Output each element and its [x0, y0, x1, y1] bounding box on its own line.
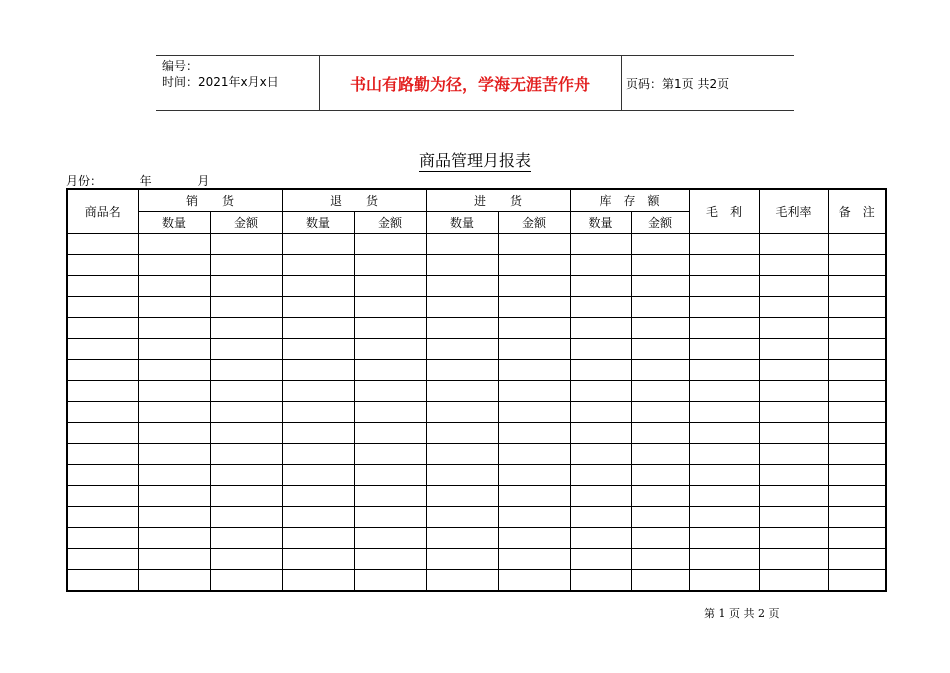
header-page-info: 页码：第1页 共2页: [626, 76, 730, 91]
table-cell[interactable]: [67, 381, 138, 402]
table-cell[interactable]: [210, 381, 282, 402]
table-row: [67, 276, 886, 297]
table-cell[interactable]: [354, 381, 426, 402]
table-cell[interactable]: [282, 528, 354, 549]
table-cell[interactable]: [759, 528, 828, 549]
table-row: [67, 570, 886, 592]
table-cell[interactable]: [570, 339, 631, 360]
table-cell[interactable]: [354, 486, 426, 507]
table-cell[interactable]: [210, 297, 282, 318]
table-row: [67, 402, 886, 423]
table-cell[interactable]: [689, 528, 759, 549]
table-cell[interactable]: [631, 255, 689, 276]
table-cell[interactable]: [67, 402, 138, 423]
table-cell[interactable]: [138, 507, 210, 528]
table-cell[interactable]: [426, 507, 498, 528]
table-cell[interactable]: [354, 297, 426, 318]
table-cell[interactable]: [631, 570, 689, 592]
purchase-amount-header: 金额: [498, 212, 570, 234]
monthly-report-table: [66, 188, 887, 592]
table-cell[interactable]: [631, 507, 689, 528]
table-cell[interactable]: [426, 318, 498, 339]
stock-qty-header: 数量: [570, 212, 631, 234]
table-cell[interactable]: [689, 276, 759, 297]
table-cell[interactable]: [570, 360, 631, 381]
table-cell[interactable]: [354, 549, 426, 570]
table-cell[interactable]: [210, 570, 282, 592]
table-cell[interactable]: [570, 465, 631, 486]
table-cell[interactable]: [282, 549, 354, 570]
table-cell[interactable]: [759, 276, 828, 297]
table-cell[interactable]: [631, 549, 689, 570]
table-cell[interactable]: [67, 276, 138, 297]
header-motto: 书山有路勤为径，学海无涯苦作舟: [349, 74, 590, 94]
table-row: [67, 234, 886, 255]
table-cell[interactable]: [828, 318, 886, 339]
table-cell[interactable]: [498, 318, 570, 339]
table-cell[interactable]: [759, 423, 828, 444]
table-cell[interactable]: [210, 234, 282, 255]
table-cell[interactable]: [426, 528, 498, 549]
table-cell[interactable]: [354, 423, 426, 444]
table-cell[interactable]: [570, 444, 631, 465]
table-cell[interactable]: [210, 444, 282, 465]
table-cell[interactable]: [426, 339, 498, 360]
table-cell[interactable]: [426, 423, 498, 444]
table-cell[interactable]: [498, 528, 570, 549]
table-cell[interactable]: [631, 234, 689, 255]
table-cell[interactable]: [67, 549, 138, 570]
table-cell[interactable]: [282, 255, 354, 276]
table-cell[interactable]: [67, 318, 138, 339]
table-cell[interactable]: [354, 507, 426, 528]
table-cell[interactable]: [498, 360, 570, 381]
table-cell[interactable]: [138, 465, 210, 486]
table-cell[interactable]: [631, 465, 689, 486]
table-cell[interactable]: [631, 486, 689, 507]
table-cell[interactable]: [498, 339, 570, 360]
table-cell[interactable]: [828, 381, 886, 402]
table-cell[interactable]: [67, 444, 138, 465]
table-cell[interactable]: [631, 318, 689, 339]
table-cell[interactable]: [828, 360, 886, 381]
table-cell[interactable]: [210, 276, 282, 297]
table-cell[interactable]: [67, 465, 138, 486]
table-cell[interactable]: [689, 339, 759, 360]
table-cell[interactable]: [210, 486, 282, 507]
table-cell[interactable]: [282, 276, 354, 297]
table-cell[interactable]: [282, 339, 354, 360]
table-cell[interactable]: [67, 507, 138, 528]
table-cell[interactable]: [138, 423, 210, 444]
table-cell[interactable]: [138, 255, 210, 276]
table-cell[interactable]: [282, 297, 354, 318]
table-cell[interactable]: [570, 507, 631, 528]
table-cell[interactable]: [426, 381, 498, 402]
table-cell[interactable]: [828, 297, 886, 318]
table-cell[interactable]: [759, 297, 828, 318]
table-cell[interactable]: [426, 276, 498, 297]
header-sales: 销 货: [138, 189, 282, 212]
header-product-name: 商品名: [67, 189, 138, 234]
table-cell[interactable]: [689, 507, 759, 528]
table-cell[interactable]: [828, 444, 886, 465]
table-cell[interactable]: [631, 297, 689, 318]
table-cell[interactable]: [570, 549, 631, 570]
month-label: 月份：: [66, 174, 103, 188]
table-cell[interactable]: [210, 402, 282, 423]
table-cell[interactable]: [354, 276, 426, 297]
table-cell[interactable]: [498, 570, 570, 592]
table-cell[interactable]: [282, 360, 354, 381]
table-cell[interactable]: [759, 360, 828, 381]
table-cell[interactable]: [759, 444, 828, 465]
table-cell[interactable]: [570, 381, 631, 402]
table-cell[interactable]: [426, 549, 498, 570]
table-cell[interactable]: [354, 255, 426, 276]
table-cell[interactable]: [759, 549, 828, 570]
table-cell[interactable]: [631, 339, 689, 360]
table-cell[interactable]: [354, 339, 426, 360]
table-cell[interactable]: [210, 465, 282, 486]
table-cell[interactable]: [631, 423, 689, 444]
table-cell[interactable]: [689, 234, 759, 255]
table-cell[interactable]: [570, 234, 631, 255]
table-row: [67, 423, 886, 444]
table-row: [67, 507, 886, 528]
table-cell[interactable]: [759, 507, 828, 528]
table-cell[interactable]: [426, 570, 498, 592]
table-cell[interactable]: [498, 549, 570, 570]
table-cell[interactable]: [67, 486, 138, 507]
table-cell[interactable]: [426, 234, 498, 255]
table-cell[interactable]: [631, 528, 689, 549]
table-row: [67, 255, 886, 276]
table-cell[interactable]: [759, 486, 828, 507]
table-cell[interactable]: [828, 255, 886, 276]
returns-qty-header: 数量: [282, 212, 354, 234]
table-row: [67, 297, 886, 318]
table-cell[interactable]: [67, 297, 138, 318]
table-cell[interactable]: [210, 549, 282, 570]
table-cell[interactable]: [689, 444, 759, 465]
table-cell[interactable]: [138, 339, 210, 360]
table-cell[interactable]: [498, 402, 570, 423]
table-cell[interactable]: [689, 402, 759, 423]
report-title: 商品管理月报表: [418, 151, 531, 170]
table-cell[interactable]: [498, 423, 570, 444]
table-cell[interactable]: [67, 255, 138, 276]
table-cell[interactable]: [354, 570, 426, 592]
document-header: [156, 55, 794, 111]
table-cell[interactable]: [828, 339, 886, 360]
table-cell[interactable]: [498, 255, 570, 276]
header-meta: [162, 58, 279, 90]
table-cell[interactable]: [426, 465, 498, 486]
table-cell[interactable]: [282, 444, 354, 465]
table-cell[interactable]: [498, 486, 570, 507]
month-field: [66, 172, 209, 189]
table-cell[interactable]: [138, 486, 210, 507]
table-cell[interactable]: [354, 234, 426, 255]
table-cell[interactable]: [570, 255, 631, 276]
header-gross-margin: 毛利率: [759, 189, 828, 234]
header-returns: 退 货: [282, 189, 426, 212]
table-cell[interactable]: [689, 255, 759, 276]
serial-number-label: 编号：: [162, 59, 199, 73]
table-cell[interactable]: [67, 339, 138, 360]
table-cell[interactable]: [828, 465, 886, 486]
table-cell[interactable]: [570, 318, 631, 339]
table-cell[interactable]: [67, 570, 138, 592]
returns-amount-header: 金额: [354, 212, 426, 234]
table-cell[interactable]: [426, 255, 498, 276]
table-cell[interactable]: [67, 423, 138, 444]
table-cell[interactable]: [498, 507, 570, 528]
table-cell[interactable]: [689, 465, 759, 486]
table-cell[interactable]: [138, 297, 210, 318]
table-cell[interactable]: [426, 297, 498, 318]
sales-qty-header: 数量: [138, 212, 210, 234]
table-cell[interactable]: [631, 360, 689, 381]
table-row: [67, 486, 886, 507]
table-cell[interactable]: [426, 444, 498, 465]
table-cell[interactable]: [570, 528, 631, 549]
table-cell[interactable]: [570, 276, 631, 297]
table-cell[interactable]: [67, 528, 138, 549]
table-cell[interactable]: [210, 339, 282, 360]
table-cell[interactable]: [828, 234, 886, 255]
table-cell[interactable]: [210, 360, 282, 381]
table-cell[interactable]: [689, 570, 759, 592]
table-cell[interactable]: [689, 360, 759, 381]
table-cell[interactable]: [828, 570, 886, 592]
table-cell[interactable]: [282, 486, 354, 507]
table-cell[interactable]: [138, 276, 210, 297]
table-cell[interactable]: [210, 318, 282, 339]
table-cell[interactable]: [138, 444, 210, 465]
table-cell[interactable]: [138, 570, 210, 592]
table-cell[interactable]: [210, 528, 282, 549]
table-cell[interactable]: [138, 528, 210, 549]
table-cell[interactable]: [828, 528, 886, 549]
table-cell[interactable]: [498, 444, 570, 465]
sales-amount-header: 金额: [210, 212, 282, 234]
table-cell[interactable]: [828, 549, 886, 570]
header-gross-profit: 毛 利: [689, 189, 759, 234]
table-cell[interactable]: [354, 444, 426, 465]
table-cell[interactable]: [210, 423, 282, 444]
table-cell[interactable]: [689, 381, 759, 402]
table-cell[interactable]: [282, 507, 354, 528]
table-cell[interactable]: [354, 402, 426, 423]
table-header-row: [67, 189, 886, 212]
table-cell[interactable]: [828, 402, 886, 423]
month-unit: 月: [197, 174, 210, 188]
table-cell[interactable]: [689, 549, 759, 570]
table-cell[interactable]: [426, 402, 498, 423]
table-cell[interactable]: [498, 297, 570, 318]
table-cell[interactable]: [498, 381, 570, 402]
header-purchases: 进 货: [426, 189, 570, 212]
table-cell[interactable]: [282, 570, 354, 592]
table-cell[interactable]: [570, 423, 631, 444]
table-cell[interactable]: [631, 444, 689, 465]
table-cell[interactable]: [138, 318, 210, 339]
table-cell[interactable]: [759, 339, 828, 360]
table-cell[interactable]: [498, 234, 570, 255]
table-cell[interactable]: [759, 381, 828, 402]
table-cell[interactable]: [354, 528, 426, 549]
table-cell[interactable]: [759, 255, 828, 276]
table-row: [67, 444, 886, 465]
table-cell[interactable]: [631, 276, 689, 297]
table-cell[interactable]: [570, 570, 631, 592]
table-row: [67, 465, 886, 486]
table-cell[interactable]: [426, 360, 498, 381]
table-cell[interactable]: [570, 297, 631, 318]
table-cell[interactable]: [354, 465, 426, 486]
table-cell[interactable]: [282, 234, 354, 255]
table-cell[interactable]: [570, 402, 631, 423]
table-cell[interactable]: [138, 360, 210, 381]
table-cell[interactable]: [282, 402, 354, 423]
table-cell[interactable]: [354, 360, 426, 381]
table-cell[interactable]: [210, 507, 282, 528]
table-row: [67, 528, 886, 549]
table-row: [67, 549, 886, 570]
header-stock-amount: 库 存 额: [570, 189, 689, 212]
table-cell[interactable]: [828, 507, 886, 528]
table-cell[interactable]: [282, 318, 354, 339]
table-cell[interactable]: [570, 486, 631, 507]
table-cell[interactable]: [354, 318, 426, 339]
table-cell[interactable]: [759, 318, 828, 339]
table-cell[interactable]: [828, 486, 886, 507]
header-remarks: 备 注: [828, 189, 886, 234]
table-cell[interactable]: [689, 486, 759, 507]
table-row: [67, 318, 886, 339]
table-cell[interactable]: [689, 423, 759, 444]
table-cell[interactable]: [689, 297, 759, 318]
table-cell[interactable]: [426, 486, 498, 507]
table-cell[interactable]: [498, 465, 570, 486]
table-cell[interactable]: [759, 402, 828, 423]
table-cell[interactable]: [828, 423, 886, 444]
table-cell[interactable]: [759, 465, 828, 486]
table-cell[interactable]: [210, 255, 282, 276]
stock-amount-header: 金额: [631, 212, 689, 234]
table-cell[interactable]: [138, 381, 210, 402]
table-cell[interactable]: [759, 570, 828, 592]
table-cell[interactable]: [67, 360, 138, 381]
table-cell[interactable]: [828, 276, 886, 297]
table-cell[interactable]: [759, 234, 828, 255]
table-cell[interactable]: [689, 318, 759, 339]
table-row: [67, 339, 886, 360]
table-row: [67, 381, 886, 402]
table-cell[interactable]: [631, 402, 689, 423]
table-cell[interactable]: [282, 381, 354, 402]
year-unit: 年: [139, 174, 152, 188]
table-cell[interactable]: [138, 402, 210, 423]
table-row: [67, 360, 886, 381]
purchase-qty-header: 数量: [426, 212, 498, 234]
table-cell[interactable]: [498, 276, 570, 297]
table-cell[interactable]: [282, 465, 354, 486]
table-cell[interactable]: [631, 381, 689, 402]
table-cell[interactable]: [138, 549, 210, 570]
table-cell[interactable]: [138, 234, 210, 255]
header-divider: [621, 56, 622, 110]
table-cell[interactable]: [67, 234, 138, 255]
table-cell[interactable]: [282, 423, 354, 444]
time-label: 时间：2021年x月x日: [162, 75, 279, 89]
footer-page-number: 第 1 页 共 2 页: [704, 607, 780, 620]
